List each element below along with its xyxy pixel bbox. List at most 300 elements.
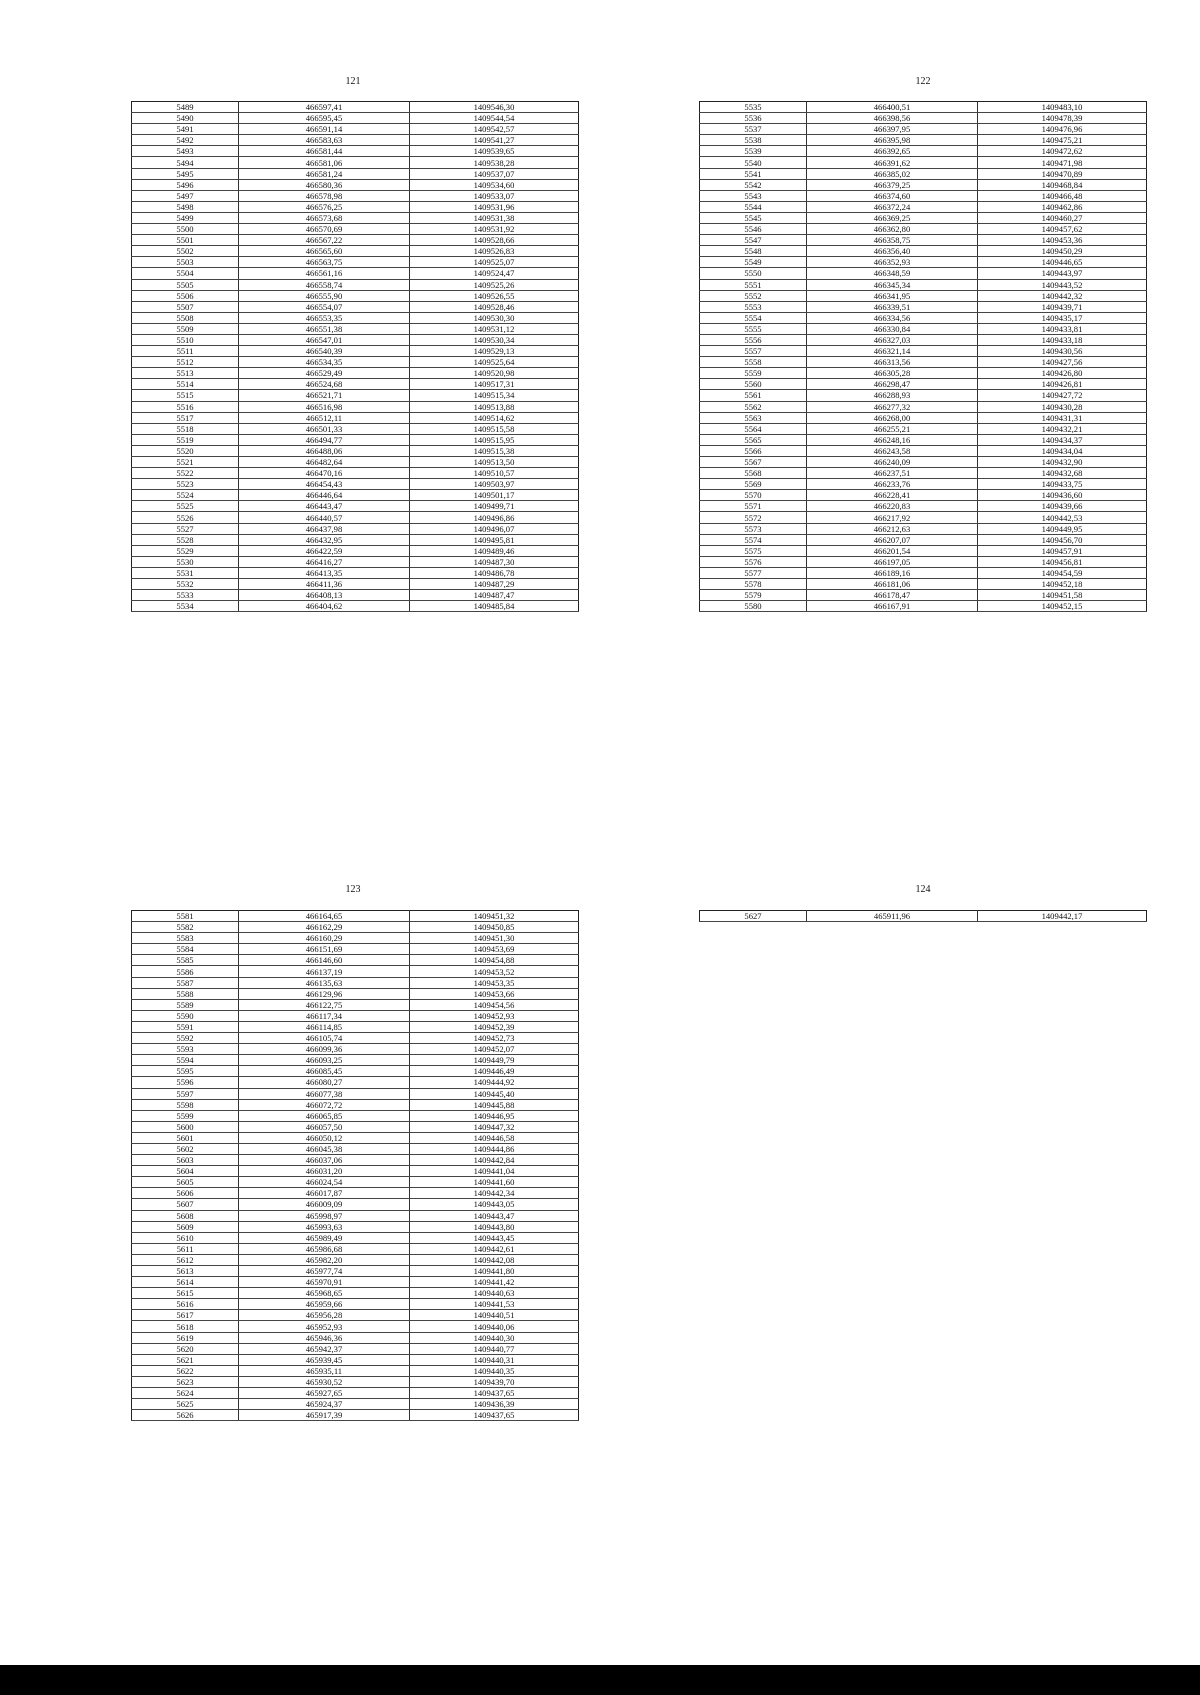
- table-row: [132, 490, 579, 501]
- point-number-cell: 5576: [700, 556, 807, 567]
- point-number-cell: 5581: [132, 911, 239, 922]
- y-coordinate-cell: 1409456,81: [978, 556, 1147, 567]
- y-coordinate-cell: 1409457,62: [978, 224, 1147, 235]
- x-coordinate-cell: 466437,98: [239, 523, 410, 534]
- x-coordinate-cell: 466440,57: [239, 512, 410, 523]
- point-number-cell: 5499: [132, 212, 239, 223]
- table-row: [700, 468, 1147, 479]
- table-row: [700, 501, 1147, 512]
- table-row: [700, 379, 1147, 390]
- y-coordinate-cell: 1409446,49: [410, 1066, 579, 1077]
- x-coordinate-cell: 465935,11: [239, 1365, 410, 1376]
- y-coordinate-cell: 1409440,06: [410, 1321, 579, 1332]
- y-coordinate-cell: 1409441,53: [410, 1299, 579, 1310]
- point-number-cell: 5571: [700, 501, 807, 512]
- coordinate-table: [131, 910, 579, 1421]
- point-number-cell: 5601: [132, 1132, 239, 1143]
- point-number-cell: 5508: [132, 312, 239, 323]
- point-number-cell: 5549: [700, 257, 807, 268]
- table-row: [132, 1177, 579, 1188]
- table-row: [132, 590, 579, 601]
- point-number-cell: 5494: [132, 157, 239, 168]
- table-row: [132, 922, 579, 933]
- y-coordinate-cell: 1409439,70: [410, 1376, 579, 1387]
- table-row: [132, 268, 579, 279]
- x-coordinate-cell: 466578,98: [239, 190, 410, 201]
- point-number-cell: 5562: [700, 401, 807, 412]
- x-coordinate-cell: 465927,65: [239, 1388, 410, 1399]
- y-coordinate-cell: 1409442,17: [978, 911, 1147, 922]
- table-row: [700, 434, 1147, 445]
- point-number-cell: 5566: [700, 445, 807, 456]
- table-row: [132, 1388, 579, 1399]
- table-row: [700, 445, 1147, 456]
- y-coordinate-cell: 1409451,30: [410, 933, 579, 944]
- table-row: [132, 1210, 579, 1221]
- point-number-cell: 5583: [132, 933, 239, 944]
- y-coordinate-cell: 1409537,07: [410, 168, 579, 179]
- table-row: [132, 201, 579, 212]
- y-coordinate-cell: 1409443,52: [978, 279, 1147, 290]
- table-row: [132, 1266, 579, 1277]
- table-row: [132, 246, 579, 257]
- y-coordinate-cell: 1409525,07: [410, 257, 579, 268]
- y-coordinate-cell: 1409440,35: [410, 1365, 579, 1376]
- table-row: [132, 1121, 579, 1132]
- y-coordinate-cell: 1409489,46: [410, 545, 579, 556]
- table-row: [700, 556, 1147, 567]
- y-coordinate-cell: 1409427,56: [978, 357, 1147, 368]
- point-number-cell: 5490: [132, 113, 239, 124]
- x-coordinate-cell: 466470,16: [239, 468, 410, 479]
- point-number-cell: 5529: [132, 545, 239, 556]
- table-row: [700, 179, 1147, 190]
- y-coordinate-cell: 1409427,72: [978, 390, 1147, 401]
- x-coordinate-cell: 466521,71: [239, 390, 410, 401]
- table-row: [132, 1143, 579, 1154]
- y-coordinate-cell: 1409452,07: [410, 1044, 579, 1055]
- table-row: [700, 523, 1147, 534]
- table-row: [132, 290, 579, 301]
- table-row: [132, 390, 579, 401]
- table-row: [132, 944, 579, 955]
- point-number-cell: 5605: [132, 1177, 239, 1188]
- point-number-cell: 5526: [132, 512, 239, 523]
- y-coordinate-cell: 1409442,32: [978, 290, 1147, 301]
- x-coordinate-cell: 466567,22: [239, 235, 410, 246]
- table-row: [132, 966, 579, 977]
- point-number-cell: 5572: [700, 512, 807, 523]
- y-coordinate-cell: 1409496,86: [410, 512, 579, 523]
- x-coordinate-cell: 465982,20: [239, 1254, 410, 1265]
- point-number-cell: 5511: [132, 346, 239, 357]
- page-number: 121: [345, 76, 361, 87]
- table-row: [132, 556, 579, 567]
- point-number-cell: 5614: [132, 1277, 239, 1288]
- point-number-cell: 5527: [132, 523, 239, 534]
- y-coordinate-cell: 1409439,71: [978, 301, 1147, 312]
- x-coordinate-cell: 466482,64: [239, 457, 410, 468]
- point-number-cell: 5547: [700, 235, 807, 246]
- x-coordinate-cell: 465946,36: [239, 1332, 410, 1343]
- table-row: [132, 434, 579, 445]
- table-row: [132, 1155, 579, 1166]
- x-coordinate-cell: 466031,20: [239, 1166, 410, 1177]
- table-row: [132, 1188, 579, 1199]
- table-row: [132, 1166, 579, 1177]
- y-coordinate-cell: 1409453,69: [410, 944, 579, 955]
- y-coordinate-cell: 1409460,27: [978, 212, 1147, 223]
- x-coordinate-cell: 466207,07: [807, 534, 978, 545]
- y-coordinate-cell: 1409434,37: [978, 434, 1147, 445]
- x-coordinate-cell: 465989,49: [239, 1232, 410, 1243]
- coordinate-table: [131, 101, 579, 612]
- y-coordinate-cell: 1409444,92: [410, 1077, 579, 1088]
- point-number-cell: 5574: [700, 534, 807, 545]
- y-coordinate-cell: 1409446,58: [410, 1132, 579, 1143]
- table-row: [700, 590, 1147, 601]
- table-row: [132, 579, 579, 590]
- y-coordinate-cell: 1409443,05: [410, 1199, 579, 1210]
- scan-bottom-edge: [0, 1665, 1200, 1695]
- x-coordinate-cell: 466237,51: [807, 468, 978, 479]
- y-coordinate-cell: 1409451,58: [978, 590, 1147, 601]
- x-coordinate-cell: 466288,93: [807, 390, 978, 401]
- table-row: [132, 235, 579, 246]
- point-number-cell: 5495: [132, 168, 239, 179]
- table-row: [700, 146, 1147, 157]
- point-number-cell: 5536: [700, 113, 807, 124]
- y-coordinate-cell: 1409501,17: [410, 490, 579, 501]
- x-coordinate-cell: 466330,84: [807, 323, 978, 334]
- x-coordinate-cell: 466255,21: [807, 423, 978, 434]
- y-coordinate-cell: 1409476,96: [978, 124, 1147, 135]
- x-coordinate-cell: 466321,14: [807, 346, 978, 357]
- y-coordinate-cell: 1409433,75: [978, 479, 1147, 490]
- point-number-cell: 5569: [700, 479, 807, 490]
- point-number-cell: 5558: [700, 357, 807, 368]
- table-row: [132, 1077, 579, 1088]
- y-coordinate-cell: 1409514,62: [410, 412, 579, 423]
- y-coordinate-cell: 1409531,96: [410, 201, 579, 212]
- table-row: [700, 168, 1147, 179]
- x-coordinate-cell: 466576,25: [239, 201, 410, 212]
- table-row: [700, 357, 1147, 368]
- y-coordinate-cell: 1409434,04: [978, 445, 1147, 456]
- table-row: [132, 1066, 579, 1077]
- table-row: [132, 1132, 579, 1143]
- x-coordinate-cell: 465998,97: [239, 1210, 410, 1221]
- point-number-cell: 5563: [700, 412, 807, 423]
- table-row: [132, 379, 579, 390]
- point-number-cell: 5496: [132, 179, 239, 190]
- point-number-cell: 5610: [132, 1232, 239, 1243]
- point-number-cell: 5559: [700, 368, 807, 379]
- y-coordinate-cell: 1409525,64: [410, 357, 579, 368]
- y-coordinate-cell: 1409530,34: [410, 334, 579, 345]
- y-coordinate-cell: 1409452,18: [978, 579, 1147, 590]
- point-number-cell: 5531: [132, 567, 239, 578]
- table-row: [132, 1376, 579, 1387]
- table-row: [132, 468, 579, 479]
- y-coordinate-cell: 1409525,26: [410, 279, 579, 290]
- point-number-cell: 5530: [132, 556, 239, 567]
- x-coordinate-cell: 466488,06: [239, 445, 410, 456]
- y-coordinate-cell: 1409515,58: [410, 423, 579, 434]
- table-row: [132, 124, 579, 135]
- y-coordinate-cell: 1409445,88: [410, 1099, 579, 1110]
- table-row: [132, 1099, 579, 1110]
- x-coordinate-cell: 466561,16: [239, 268, 410, 279]
- y-coordinate-cell: 1409533,07: [410, 190, 579, 201]
- point-number-cell: 5611: [132, 1243, 239, 1254]
- table-row: [700, 545, 1147, 556]
- point-number-cell: 5538: [700, 135, 807, 146]
- point-number-cell: 5521: [132, 457, 239, 468]
- point-number-cell: 5510: [132, 334, 239, 345]
- table-row: [132, 257, 579, 268]
- y-coordinate-cell: 1409503,97: [410, 479, 579, 490]
- x-coordinate-cell: 466408,13: [239, 590, 410, 601]
- table-row: [132, 334, 579, 345]
- x-coordinate-cell: 466099,36: [239, 1044, 410, 1055]
- x-coordinate-cell: 466379,25: [807, 179, 978, 190]
- y-coordinate-cell: 1409430,28: [978, 401, 1147, 412]
- point-number-cell: 5618: [132, 1321, 239, 1332]
- table-row: [132, 988, 579, 999]
- y-coordinate-cell: 1409442,08: [410, 1254, 579, 1265]
- table-row: [132, 512, 579, 523]
- table-row: [132, 102, 579, 113]
- x-coordinate-cell: 466189,16: [807, 567, 978, 578]
- y-coordinate-cell: 1409544,54: [410, 113, 579, 124]
- point-number-cell: 5556: [700, 334, 807, 345]
- table-row: [132, 933, 579, 944]
- table-row: [700, 268, 1147, 279]
- y-coordinate-cell: 1409513,88: [410, 401, 579, 412]
- x-coordinate-cell: 466404,62: [239, 601, 410, 612]
- page-number: 122: [915, 76, 931, 87]
- table-row: [132, 1199, 579, 1210]
- x-coordinate-cell: 466212,63: [807, 523, 978, 534]
- table-row: [700, 579, 1147, 590]
- y-coordinate-cell: 1409531,38: [410, 212, 579, 223]
- point-number-cell: 5492: [132, 135, 239, 146]
- x-coordinate-cell: 466591,14: [239, 124, 410, 135]
- x-coordinate-cell: 466217,92: [807, 512, 978, 523]
- point-number-cell: 5597: [132, 1088, 239, 1099]
- y-coordinate-cell: 1409432,21: [978, 423, 1147, 434]
- y-coordinate-cell: 1409538,28: [410, 157, 579, 168]
- table-row: [700, 190, 1147, 201]
- table-row: [132, 1044, 579, 1055]
- point-number-cell: 5590: [132, 1010, 239, 1021]
- x-coordinate-cell: 466352,93: [807, 257, 978, 268]
- x-coordinate-cell: 466392,65: [807, 146, 978, 157]
- x-coordinate-cell: 466037,06: [239, 1155, 410, 1166]
- y-coordinate-cell: 1409440,30: [410, 1332, 579, 1343]
- point-number-cell: 5552: [700, 290, 807, 301]
- y-coordinate-cell: 1409478,39: [978, 113, 1147, 124]
- x-coordinate-cell: 466129,96: [239, 988, 410, 999]
- x-coordinate-cell: 466334,56: [807, 312, 978, 323]
- x-coordinate-cell: 466146,60: [239, 955, 410, 966]
- x-coordinate-cell: 466233,76: [807, 479, 978, 490]
- x-coordinate-cell: 466395,98: [807, 135, 978, 146]
- table-row: [132, 999, 579, 1010]
- table-row: [132, 412, 579, 423]
- point-number-cell: 5560: [700, 379, 807, 390]
- table-row: [700, 201, 1147, 212]
- point-number-cell: 5608: [132, 1210, 239, 1221]
- table-row: [700, 301, 1147, 312]
- y-coordinate-cell: 1409440,31: [410, 1354, 579, 1365]
- table-row: [700, 323, 1147, 334]
- x-coordinate-cell: 466432,95: [239, 534, 410, 545]
- table-row: [132, 146, 579, 157]
- point-number-cell: 5575: [700, 545, 807, 556]
- x-coordinate-cell: 466167,91: [807, 601, 978, 612]
- x-coordinate-cell: 466524,68: [239, 379, 410, 390]
- table-row: [132, 168, 579, 179]
- table-row: [132, 357, 579, 368]
- y-coordinate-cell: 1409510,57: [410, 468, 579, 479]
- point-number-cell: 5567: [700, 457, 807, 468]
- y-coordinate-cell: 1409450,85: [410, 922, 579, 933]
- x-coordinate-cell: 465986,68: [239, 1243, 410, 1254]
- x-coordinate-cell: 466358,75: [807, 235, 978, 246]
- table-row: [132, 135, 579, 146]
- point-number-cell: 5604: [132, 1166, 239, 1177]
- table-row: [132, 479, 579, 490]
- coordinate-table: [699, 101, 1147, 612]
- x-coordinate-cell: 466369,25: [807, 212, 978, 223]
- point-number-cell: 5592: [132, 1033, 239, 1044]
- x-coordinate-cell: 466080,27: [239, 1077, 410, 1088]
- x-coordinate-cell: 466374,60: [807, 190, 978, 201]
- x-coordinate-cell: 465952,93: [239, 1321, 410, 1332]
- point-number-cell: 5568: [700, 468, 807, 479]
- y-coordinate-cell: 1409452,93: [410, 1010, 579, 1021]
- point-number-cell: 5493: [132, 146, 239, 157]
- point-number-cell: 5517: [132, 412, 239, 423]
- table-row: [132, 1221, 579, 1232]
- x-coordinate-cell: 466573,68: [239, 212, 410, 223]
- table-row: [700, 490, 1147, 501]
- table-row: [132, 190, 579, 201]
- table-row: [132, 1055, 579, 1066]
- point-number-cell: 5522: [132, 468, 239, 479]
- x-coordinate-cell: 466551,38: [239, 323, 410, 334]
- y-coordinate-cell: 1409440,63: [410, 1288, 579, 1299]
- y-coordinate-cell: 1409442,61: [410, 1243, 579, 1254]
- x-coordinate-cell: 466422,59: [239, 545, 410, 556]
- table-row: [700, 257, 1147, 268]
- x-coordinate-cell: 466581,44: [239, 146, 410, 157]
- table-row: [132, 179, 579, 190]
- table-row: [132, 1254, 579, 1265]
- point-number-cell: 5584: [132, 944, 239, 955]
- table-row: [700, 457, 1147, 468]
- y-coordinate-cell: 1409457,91: [978, 545, 1147, 556]
- point-number-cell: 5625: [132, 1399, 239, 1410]
- point-number-cell: 5620: [132, 1343, 239, 1354]
- x-coordinate-cell: 466385,02: [807, 168, 978, 179]
- x-coordinate-cell: 466558,74: [239, 279, 410, 290]
- point-number-cell: 5555: [700, 323, 807, 334]
- table-row: [132, 401, 579, 412]
- y-coordinate-cell: 1409443,97: [978, 268, 1147, 279]
- x-coordinate-cell: 465930,52: [239, 1376, 410, 1387]
- x-coordinate-cell: 466362,80: [807, 224, 978, 235]
- y-coordinate-cell: 1409453,35: [410, 977, 579, 988]
- table-row: [700, 290, 1147, 301]
- table-row: [132, 911, 579, 922]
- point-number-cell: 5615: [132, 1288, 239, 1299]
- table-row: [700, 113, 1147, 124]
- x-coordinate-cell: 466228,41: [807, 490, 978, 501]
- y-coordinate-cell: 1409468,84: [978, 179, 1147, 190]
- point-number-cell: 5582: [132, 922, 239, 933]
- x-coordinate-cell: 466555,90: [239, 290, 410, 301]
- point-number-cell: 5505: [132, 279, 239, 290]
- y-coordinate-cell: 1409542,57: [410, 124, 579, 135]
- point-number-cell: 5606: [132, 1188, 239, 1199]
- x-coordinate-cell: 466298,47: [807, 379, 978, 390]
- x-coordinate-cell: 465917,39: [239, 1410, 410, 1421]
- x-coordinate-cell: 465939,45: [239, 1354, 410, 1365]
- y-coordinate-cell: 1409453,36: [978, 235, 1147, 246]
- point-number-cell: 5600: [132, 1121, 239, 1132]
- point-number-cell: 5561: [700, 390, 807, 401]
- point-number-cell: 5619: [132, 1332, 239, 1343]
- y-coordinate-cell: 1409447,32: [410, 1121, 579, 1132]
- x-coordinate-cell: 466446,64: [239, 490, 410, 501]
- y-coordinate-cell: 1409442,84: [410, 1155, 579, 1166]
- point-number-cell: 5507: [132, 301, 239, 312]
- table-row: [132, 523, 579, 534]
- table-row: [132, 323, 579, 334]
- table-row: [700, 601, 1147, 612]
- y-coordinate-cell: 1409432,90: [978, 457, 1147, 468]
- y-coordinate-cell: 1409443,80: [410, 1221, 579, 1232]
- y-coordinate-cell: 1409453,52: [410, 966, 579, 977]
- point-number-cell: 5591: [132, 1021, 239, 1032]
- point-number-cell: 5612: [132, 1254, 239, 1265]
- x-coordinate-cell: 466122,75: [239, 999, 410, 1010]
- table-row: [700, 390, 1147, 401]
- point-number-cell: 5598: [132, 1099, 239, 1110]
- table-row: [132, 1299, 579, 1310]
- x-coordinate-cell: 466397,95: [807, 124, 978, 135]
- x-coordinate-cell: 466554,07: [239, 301, 410, 312]
- point-number-cell: 5565: [700, 434, 807, 445]
- table-row: [132, 545, 579, 556]
- x-coordinate-cell: 466313,56: [807, 357, 978, 368]
- x-coordinate-cell: 466345,34: [807, 279, 978, 290]
- y-coordinate-cell: 1409496,07: [410, 523, 579, 534]
- y-coordinate-cell: 1409436,39: [410, 1399, 579, 1410]
- point-number-cell: 5528: [132, 534, 239, 545]
- x-coordinate-cell: 466151,69: [239, 944, 410, 955]
- point-number-cell: 5515: [132, 390, 239, 401]
- point-number-cell: 5585: [132, 955, 239, 966]
- point-number-cell: 5544: [700, 201, 807, 212]
- table-row: [132, 1354, 579, 1365]
- x-coordinate-cell: 466341,95: [807, 290, 978, 301]
- x-coordinate-cell: 465970,91: [239, 1277, 410, 1288]
- point-number-cell: 5524: [132, 490, 239, 501]
